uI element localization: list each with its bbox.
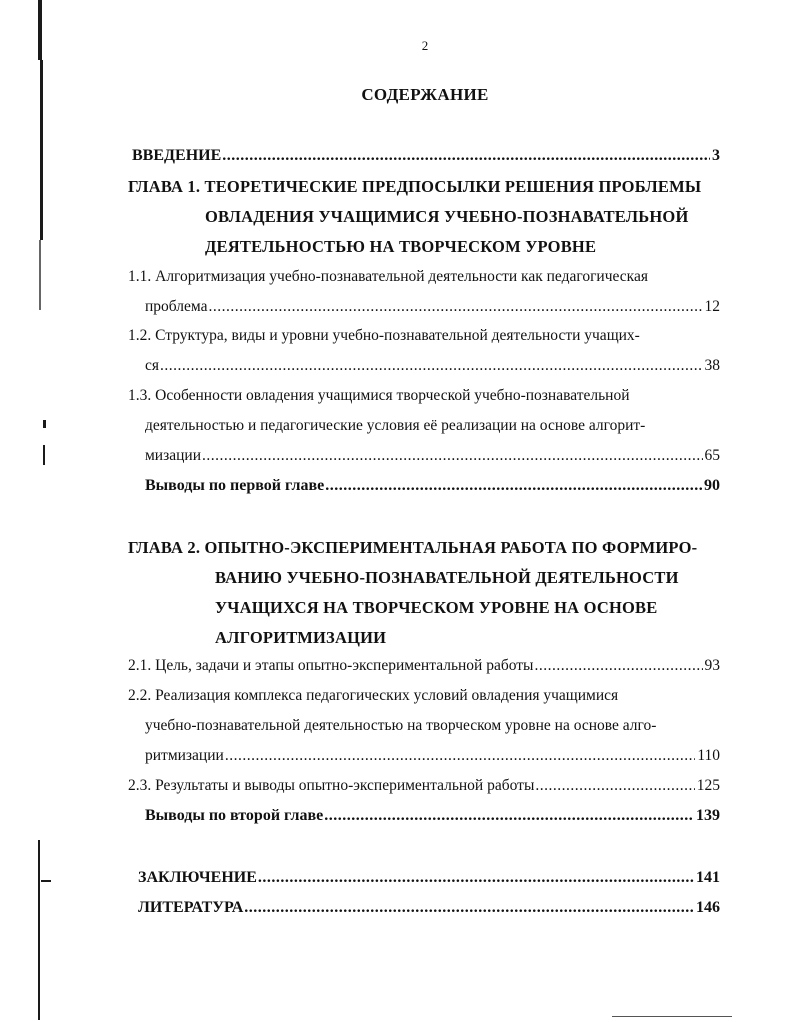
chapter1-heading-line1: ГЛАВА 1. ТЕОРЕТИЧЕСКИЕ ПРЕДПОСЫЛКИ РЕШЕНИЯ ПРОБЛЕМЫ bbox=[128, 177, 702, 196]
section-1-1-line1: 1.1. Алгоритмизация учебно-познавательной деятельности как педагогическая bbox=[128, 268, 648, 285]
chapter2-heading-line3: УЧАЩИХСЯ НА ТВОРЧЕСКОМ УРОВНЕ НА ОСНОВЕ bbox=[215, 598, 658, 617]
toc-page-number: 93 bbox=[704, 657, 720, 674]
toc-entry-chapter1-conclusion[interactable] bbox=[145, 476, 720, 496]
dot-leader bbox=[209, 297, 703, 317]
toc-entry-chapter2-conclusion[interactable] bbox=[145, 806, 720, 826]
scan-margin-artifact bbox=[32, 0, 50, 1022]
dot-leader bbox=[535, 776, 694, 796]
toc-entry-2-1[interactable] bbox=[128, 656, 720, 676]
toc-entry-label: ВВЕДЕНИЕ bbox=[132, 147, 222, 164]
dot-leader bbox=[324, 806, 694, 826]
page-number: 2 bbox=[421, 38, 429, 53]
dot-leader bbox=[202, 446, 703, 466]
toc-page-number: 3 bbox=[712, 147, 720, 164]
toc-page-number: 125 bbox=[696, 777, 720, 794]
toc-entry-1-1[interactable] bbox=[145, 297, 720, 317]
toc-page-number: 110 bbox=[697, 747, 720, 764]
toc-entry-label: Выводы по первой главе bbox=[145, 477, 325, 494]
toc-page-number: 139 bbox=[696, 807, 720, 824]
dot-leader bbox=[225, 746, 696, 766]
toc-entry-2-3[interactable] bbox=[128, 776, 720, 796]
toc-entry-label: проблема bbox=[145, 298, 208, 315]
toc-entry-1-3[interactable] bbox=[145, 446, 720, 466]
toc-entry-label: 2.1. Цель, задачи и этапы опытно-экспериментальной работы bbox=[128, 657, 534, 674]
section-1-3-line1: 1.3. Особенности овладения учащимися творческой учебно-познавательной bbox=[128, 387, 630, 404]
toc-page-number: 141 bbox=[696, 869, 720, 886]
section-2-2-line1: 2.2. Реализация комплекса педагогических условий овладения учащимися bbox=[128, 687, 619, 704]
dot-leader bbox=[160, 356, 702, 376]
toc-entry-label: ся bbox=[145, 357, 160, 374]
toc-entry-label: ЗАКЛЮЧЕНИЕ bbox=[138, 869, 257, 886]
toc-page-number: 38 bbox=[704, 357, 720, 374]
toc-entry-2-2[interactable] bbox=[145, 746, 720, 766]
dot-leader bbox=[244, 898, 694, 918]
chapter1-heading-line2: ОВЛАДЕНИЯ УЧАЩИМИСЯ УЧЕБНО-ПОЗНАВАТЕЛЬНОЙ bbox=[205, 207, 689, 226]
toc-entry-label: мизации bbox=[145, 447, 201, 464]
toc-entry-1-2[interactable] bbox=[145, 356, 720, 376]
scan-bottom-line bbox=[612, 1016, 732, 1017]
toc-title: СОДЕРЖАНИЕ bbox=[361, 85, 489, 104]
dot-leader bbox=[325, 476, 702, 496]
toc-page-number: 12 bbox=[704, 298, 720, 315]
dot-leader bbox=[258, 868, 694, 888]
toc-entry-label: Выводы по второй главе bbox=[145, 807, 324, 824]
toc-entry-label: ритмизации bbox=[145, 747, 224, 764]
dot-leader bbox=[222, 146, 710, 166]
toc-entry-conclusion[interactable] bbox=[138, 868, 720, 888]
toc-entry-label: ЛИТЕРАТУРА bbox=[138, 899, 244, 916]
toc-entry-intro[interactable] bbox=[132, 146, 720, 166]
chapter2-heading-line2: ВАНИЮ УЧЕБНО-ПОЗНАВАТЕЛЬНОЙ ДЕЯТЕЛЬНОСТИ bbox=[215, 568, 679, 587]
section-1-2-line1: 1.2. Структура, виды и уровни учебно-познавательной деятельности учащих- bbox=[128, 327, 640, 344]
chapter2-heading-line4: АЛГОРИТМИЗАЦИИ bbox=[215, 628, 387, 647]
chapter1-heading-line3: ДЕЯТЕЛЬНОСТЬЮ НА ТВОРЧЕСКОМ УРОВНЕ bbox=[205, 237, 597, 256]
section-2-2-line2: учебно-познавательной деятельностью на творческом уровне на основе алго- bbox=[145, 717, 657, 734]
toc-entry-literature[interactable] bbox=[138, 898, 720, 918]
toc-page-number: 90 bbox=[704, 477, 720, 494]
chapter2-heading-line1: ГЛАВА 2. ОПЫТНО-ЭКСПЕРИМЕНТАЛЬНАЯ РАБОТА ПО ФОРМИРО- bbox=[128, 538, 698, 557]
toc-page-number: 65 bbox=[704, 447, 720, 464]
toc-page-number: 146 bbox=[696, 899, 720, 916]
toc-entry-label: 2.3. Результаты и выводы опытно-экспериментальной работы bbox=[128, 777, 535, 794]
dot-leader bbox=[534, 656, 702, 676]
section-1-3-line2: деятельностью и педагогические условия её реализации на основе алгорит- bbox=[145, 417, 646, 434]
